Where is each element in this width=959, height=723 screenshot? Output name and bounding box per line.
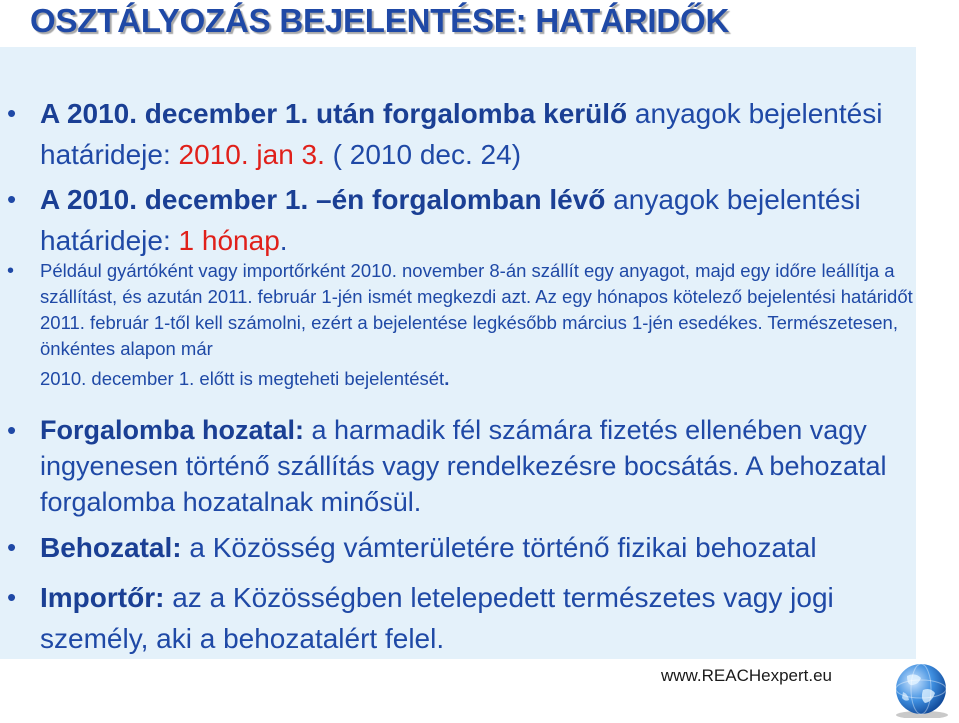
term-placing-on-market: Forgalomba hozatal:: [40, 415, 305, 445]
bullet-importer: [40, 577, 920, 659]
deadline-date: 2010. jan 3.: [178, 139, 325, 170]
example-text: Például gyártóként vagy importőrként 2010. november 8-án szállít egy anyagot, majd egy időre leállítja a szállítást, és azután 2011. február 1-jén ismét megkezdi azt. Az egy hónapos kötelező bejelentési határidőt 2011. február 1-től kell számolni, ezért a bejelentése legkésőbb március 1-jén esedékes. Természetesen, önkéntes alapon már: [40, 260, 913, 359]
term-import: Behozatal:: [40, 532, 182, 563]
bullet-plain-text: .: [279, 225, 288, 256]
bullet-deadline-on: [40, 179, 920, 261]
bullet-plain-text: anyagok bejelentési határideje:: [40, 184, 861, 256]
bullet-plain-text: anyagok bejelentési határideje:: [40, 98, 883, 170]
example-dot: .: [444, 368, 450, 389]
term-importer: Importőr:: [40, 582, 165, 613]
globe-icon: [885, 660, 957, 718]
bullet-example: [40, 258, 920, 396]
example-text-end: 2010. december 1. előtt is megteheti bejelentését: [40, 368, 445, 389]
deadline-period: 1 hónap: [178, 225, 280, 256]
bullet-deadline-after: [40, 93, 920, 175]
footer-url: www.REACHexpert.eu: [661, 666, 833, 685]
definition-importer: az a Közösségben letelepedett természetes vagy jogi személy, aki a behozatalért felel.: [40, 582, 834, 654]
bullet-placing-on-market: [40, 412, 920, 520]
bullet-bold-text: A 2010. december 1. után forgalomba kerülő: [40, 98, 628, 129]
bullet-bold-text: A 2010. december 1. –én forgalomban lévő: [40, 184, 606, 215]
definition-import: a Közösség vámterületére történő fizikai behozatal: [181, 532, 817, 563]
definition-placing-on-market: a harmadik fél számára fizetés ellenében vagy ingyenesen történő szállítás vagy rendelkezésre bocsátás. A behozatal forgalomba hozatalnak minősül.: [40, 415, 887, 517]
page-title: OSZTÁLYOZÁS BEJELENTÉSE: HATÁRIDŐK: [30, 2, 730, 39]
bullet-plain-text: ( 2010 dec. 24): [324, 139, 522, 170]
bullet-import: [40, 527, 920, 568]
